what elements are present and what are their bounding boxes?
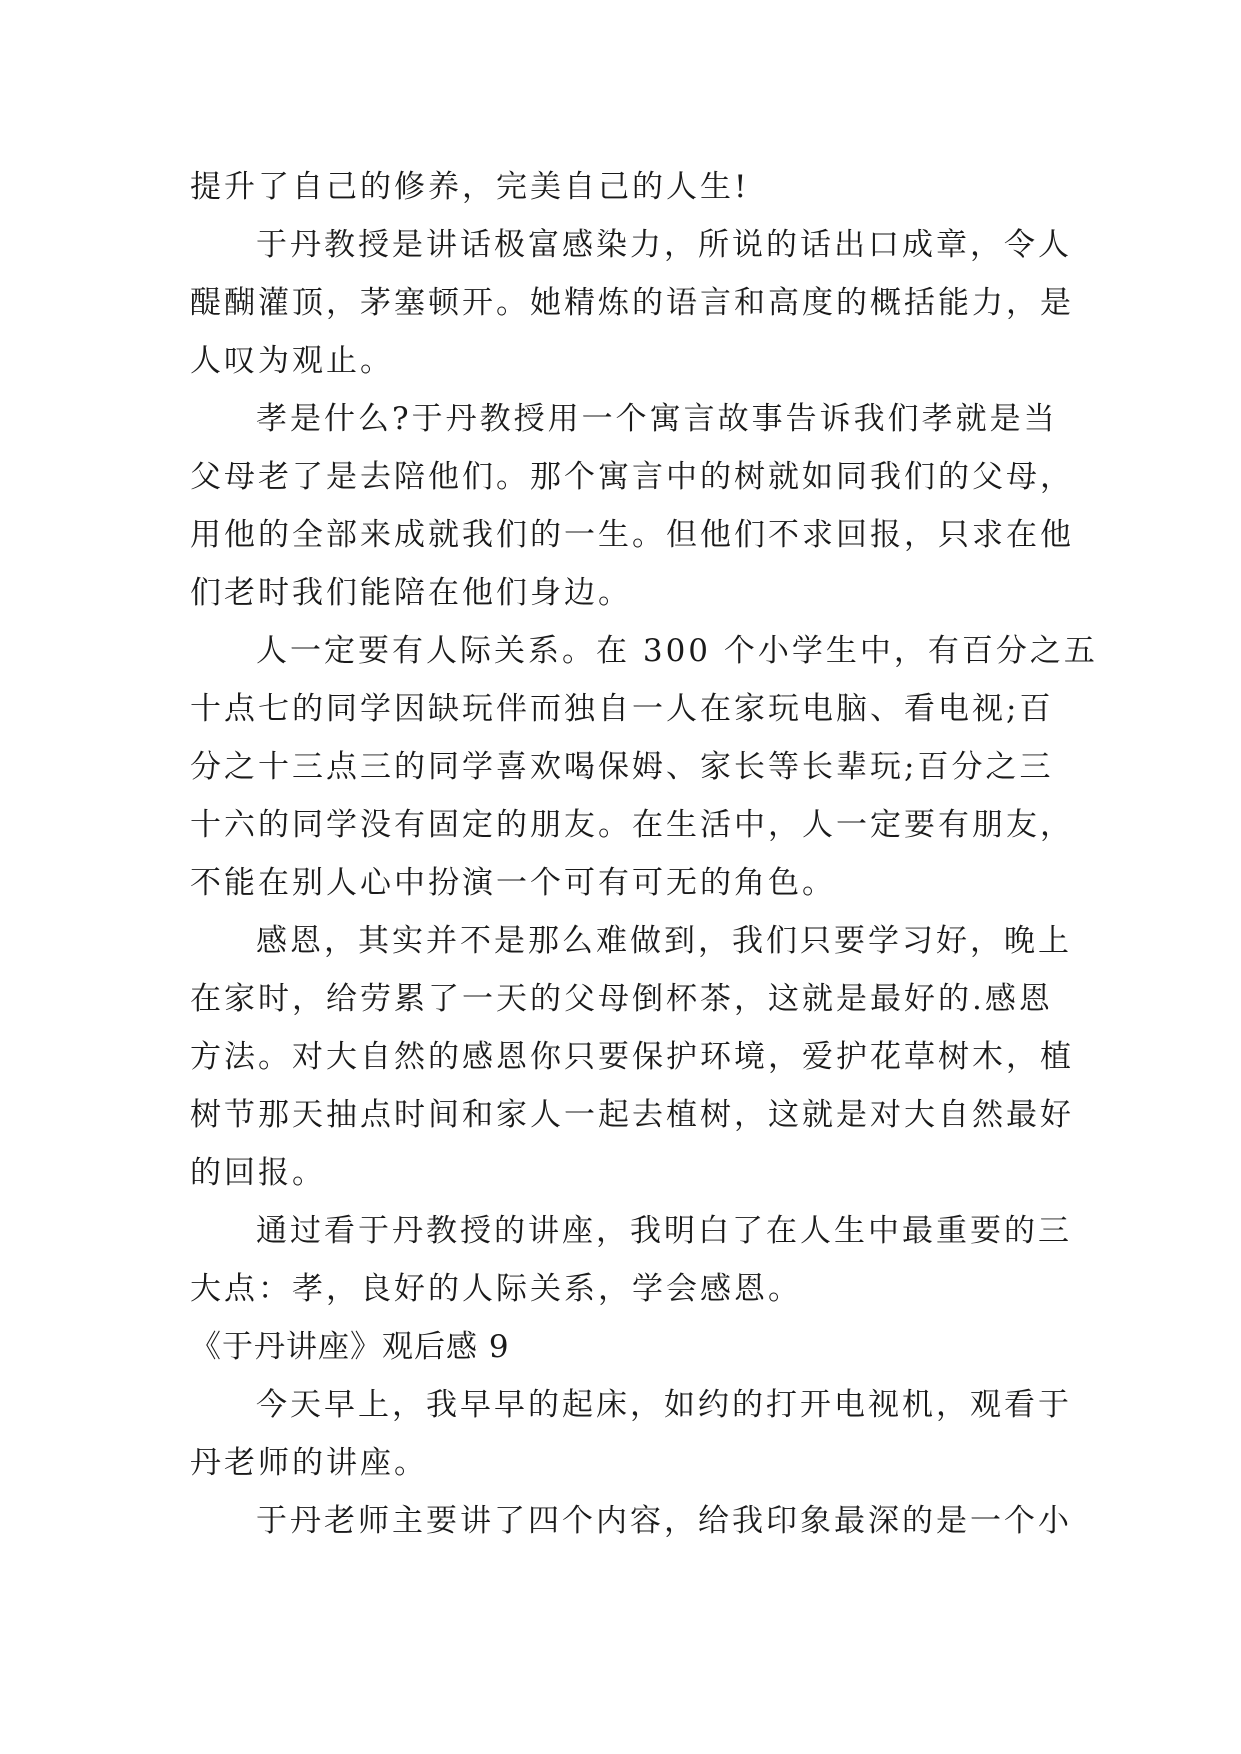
paragraph-line: 通过看于丹教授的讲座，我明白了在人生中最重要的三	[256, 1213, 1072, 1249]
paragraph-line: 分之十三点三的同学喜欢喝保姆、家长等长辈玩;百分之三	[190, 749, 1054, 785]
paragraph-line: 提升了自己的修养，完美自己的人生!	[190, 169, 750, 205]
paragraph-line: 感恩，其实并不是那么难做到，我们只要学习好，晚上	[256, 923, 1072, 959]
paragraph-line: 在家时，给劳累了一天的父母倒杯茶，这就是最好的.感恩	[190, 981, 1053, 1017]
paragraph-line: 的回报。	[190, 1155, 326, 1191]
paragraph-line: 们老时我们能陪在他们身边。	[190, 575, 632, 611]
paragraph-line: 用他的全部来成就我们的一生。但他们不求回报，只求在他	[190, 517, 1074, 553]
paragraph-line: 于丹老师主要讲了四个内容，给我印象最深的是一个小	[256, 1503, 1072, 1539]
paragraph-line: 大点：孝，良好的人际关系，学会感恩。	[190, 1271, 802, 1307]
paragraph-line: 今天早上，我早早的起床，如约的打开电视机，观看于	[256, 1387, 1072, 1423]
paragraph-line: 丹老师的讲座。	[190, 1445, 428, 1481]
section-heading: 《于丹讲座》观后感 9	[190, 1329, 510, 1365]
paragraph-line: 醍醐灌顶，茅塞顿开。她精炼的语言和高度的概括能力，是	[190, 285, 1074, 321]
paragraph-line: 人一定要有人际关系。在 300 个小学生中，有百分之五	[256, 633, 1098, 669]
paragraph-line: 人叹为观止。	[190, 343, 394, 379]
paragraph-line: 十六的同学没有固定的朋友。在生活中，人一定要有朋友，	[190, 807, 1074, 843]
paragraph-line: 方法。对大自然的感恩你只要保护环境，爱护花草树木，植	[190, 1039, 1074, 1075]
paragraph-line: 于丹教授是讲话极富感染力，所说的话出口成章，令人	[256, 227, 1072, 263]
paragraph-line: 十点七的同学因缺玩伴而独自一人在家玩电脑、看电视;百	[190, 691, 1054, 727]
paragraph-line: 父母老了是去陪他们。那个寓言中的树就如同我们的父母，	[190, 459, 1074, 495]
paragraph-line: 不能在别人心中扮演一个可有可无的角色。	[190, 865, 836, 901]
paragraph-line: 树节那天抽点时间和家人一起去植树，这就是对大自然最好	[190, 1097, 1074, 1133]
document-body	[190, 158, 1098, 1550]
paragraph-line: 孝是什么?于丹教授用一个寓言故事告诉我们孝就是当	[256, 401, 1058, 437]
